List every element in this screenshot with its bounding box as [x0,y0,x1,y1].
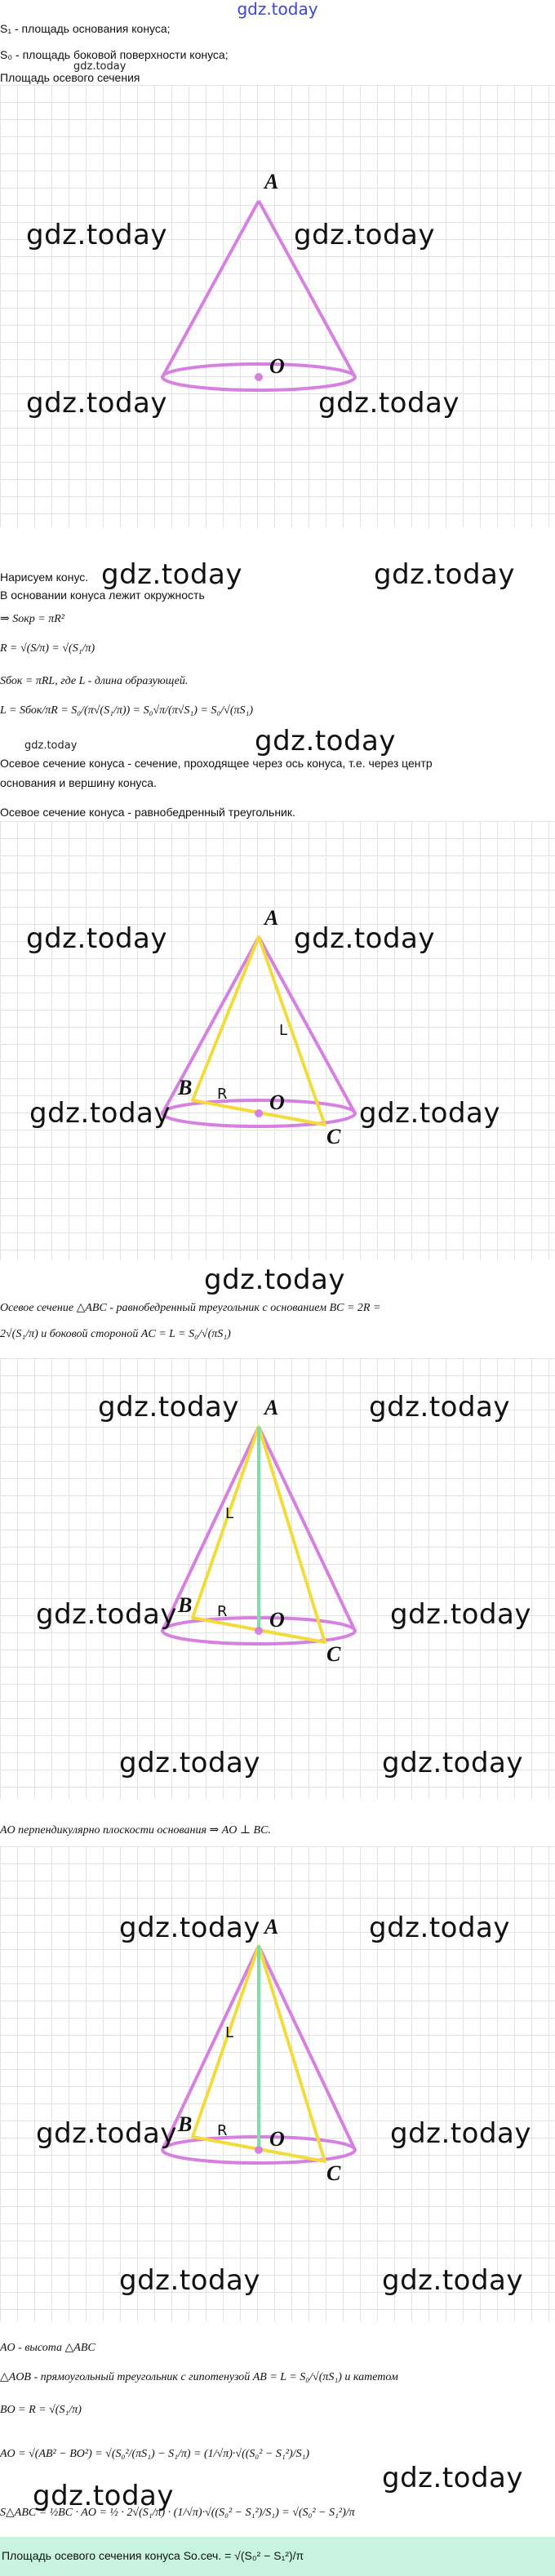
draw-cone-line: Нарисуем конус. [0,571,89,584]
watermark-6e: gdz.today [119,2264,260,2297]
watermark-5d: gdz.today [390,1598,531,1631]
label-apex: A [264,170,279,193]
watermark-3d: gdz.today [359,1097,500,1130]
figure-1-cone [0,85,555,527]
section3-line: AO перпендикулярно плоскости основания ⇒ AO ⊥ BC. [0,1824,271,1837]
watermark-6c: gdz.today [36,2117,177,2150]
watermark-7b: gdz.today [382,2462,523,2494]
watermark-3c: gdz.today [29,1097,171,1130]
ao-line: AO = √(AB² − BO²) = √(S₀²/(πS₁) − S₁/π) = (1/√π)·√((S₀² − S₁²)/S₁) [0,2448,310,2460]
watermark-small-2: gdz.today [24,739,78,752]
watermark-2c: gdz.today [255,725,396,757]
intro-s1-line: S₁ - площадь основания конуса; [0,22,171,35]
label-c: C [326,1642,341,1666]
label-b: B [178,1593,193,1617]
base-circle-line: В основании конуса лежит окружность [0,588,205,602]
formula-l: L = Sбок/πR = S₀/(π√(S₁/π)) = S₀√π/(π√S₁) = S₀/√(πS₁) [0,704,254,717]
watermark-3b: gdz.today [294,922,435,955]
label-center: O [269,1090,285,1114]
site-link[interactable]: gdz.today [237,0,318,19]
label-b: B [178,1076,193,1099]
label-r: R [217,1603,228,1620]
figure-4-grid [0,1846,555,2321]
watermark-1a: gdz.today [26,219,167,251]
right-triangle-line: △AOB - прямоугольный треугольник с гипотенузой AB = L = S₀/√(πS₁) и катетом [0,2371,398,2383]
watermark-6b: gdz.today [369,1912,510,1944]
label-center: O [269,354,285,378]
label-center: O [269,2127,285,2151]
intro-s0-line: S₀ - площадь боковой поверхности конуса; [0,48,229,61]
cone-generatrix-left [162,937,259,1113]
watermark-5a: gdz.today [98,1391,239,1423]
center-dot [255,2146,263,2154]
watermark-5b: gdz.today [369,1391,510,1423]
intro-task-line: Площадь осевого сечения [0,71,140,84]
watermark-7a: gdz.today [33,2480,174,2512]
label-c: C [326,1125,341,1148]
figure-2-grid [0,821,555,1260]
watermark-6a: gdz.today [119,1912,260,1944]
label-r: R [217,2122,228,2139]
center-dot [255,1627,263,1635]
answer-box [0,2537,555,2576]
watermark-5f: gdz.today [382,1747,523,1779]
section2-line2: 2√(S₁/π) и боковой стороной AC = L = S₀/√(πS₁) [0,1328,231,1340]
axial-def-2: основания и вершину конуса. [0,776,157,789]
formula-r: R = √(S/π) = √(S₁/π) [0,642,95,655]
label-l: L [225,2024,234,2041]
watermark-1c: gdz.today [26,387,167,420]
watermark-4: gdz.today [204,1264,345,1296]
cone-generatrix-right [259,1946,355,2150]
label-r: R [217,1086,228,1103]
watermark-6f: gdz.today [382,2264,523,2297]
figure-2-cone [0,821,555,1260]
label-apex: A [264,1915,279,1939]
watermark-2b: gdz.today [374,558,515,591]
watermark-6d: gdz.today [390,2117,531,2150]
label-center: O [269,1608,285,1632]
bo-line: BO = R = √(S₁/π) [0,2404,82,2416]
center-dot [255,1109,263,1117]
watermark-1d: gdz.today [318,387,460,420]
watermark-2a: gdz.today [101,558,242,591]
watermark-3a: gdz.today [26,922,167,955]
watermark-small: gdz.today [73,60,127,73]
label-c: C [326,2161,341,2185]
area-line: S△ABC = ½BC · AO = ½ · 2√(S₁/π) · (1/√π)·√((S₀² − S₁²)/S₁) = √(S₀² − S₁²)/π [0,2507,355,2519]
cone-generatrix-right [259,937,355,1113]
figure-1-grid [0,85,555,527]
section2-line1: Осевое сечение △ABC - равнобедренный треугольник с основанием BC = 2R = [0,1302,381,1314]
label-l: L [225,1505,234,1522]
axial-triangle [193,937,325,1125]
axial-triangle-line: Осевое сечение конуса - равнобедренный треугольник. [0,806,295,819]
center-dot [255,373,263,381]
axial-def-1: Осевое сечение конуса - сечение, проходящее через ось конуса, т.е. через центр [0,757,433,770]
label-l: L [279,1022,288,1039]
formula-sbok: Sбок = πRL, где L - длина образующей. [0,675,189,687]
cone-generatrix-left [162,201,259,377]
height-line: AO - высота △ABC [0,2342,95,2354]
label-apex: A [264,906,279,930]
watermark-1b: gdz.today [294,219,435,251]
label-apex: A [264,1396,279,1419]
cone-generatrix-right [259,1427,355,1631]
answer-line: Площадь осевого сечения конуса Sо.сеч. = √(S₀² − S₁²)/π [2,2549,304,2562]
watermark-5c: gdz.today [36,1598,177,1631]
figure-3-grid [0,1358,555,1799]
label-b: B [178,2112,193,2136]
watermark-5e: gdz.today [119,1747,260,1779]
formula-scircle: ⇒ Sокр = πR² [0,613,64,625]
figure-3-cone [0,1358,555,1799]
